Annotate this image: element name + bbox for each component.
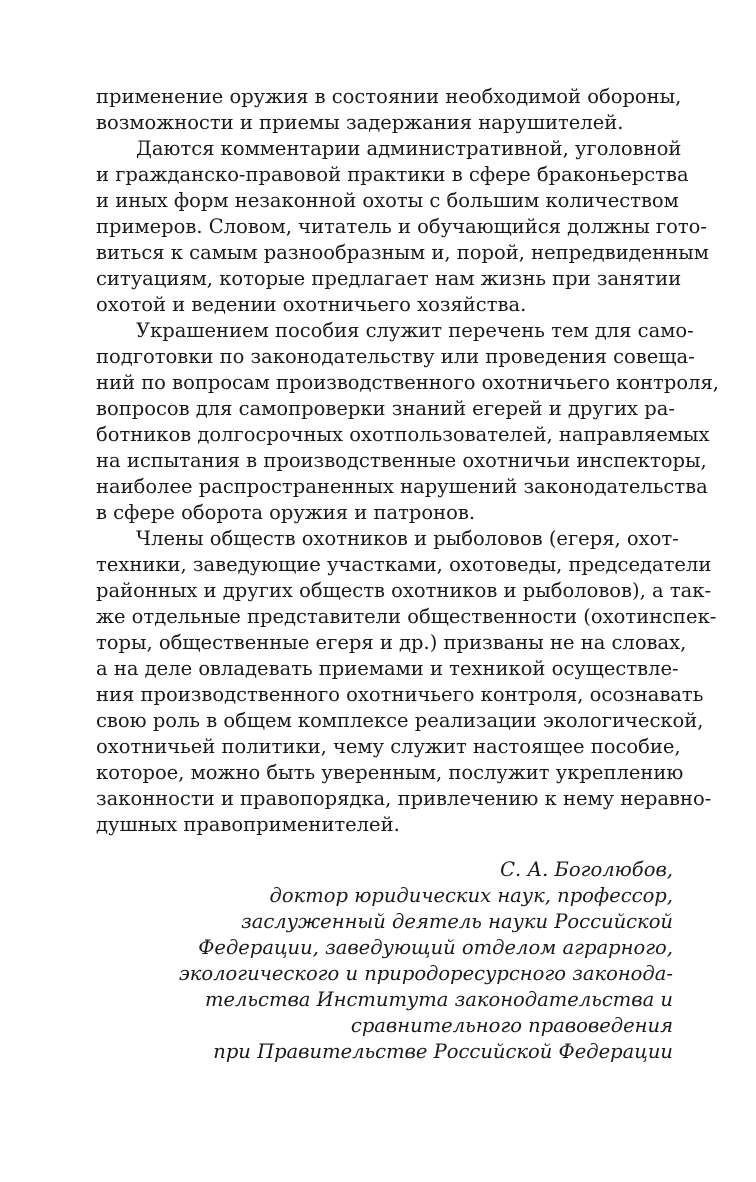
text-line: законности и правопорядка, привлечению к нему неравно- — [96, 787, 712, 810]
text-line: торы, общественные егеря и др.) призваны не на словах, — [96, 631, 687, 654]
author-credential-line: при Правительстве Российской Федерации — [213, 1040, 673, 1063]
author-credential-line: экологического и природоресурсного законода- — [178, 962, 673, 985]
text-line: которое, можно быть уверенным, послужит укреплению — [96, 761, 684, 784]
text-line: и гражданско-правовой практики в сфере браконьерства — [96, 163, 689, 186]
text-line: на испытания в производственные охотничьи инспекторы, — [96, 449, 707, 472]
text-line: примеров. Словом, читатель и обучающийся должны гото- — [96, 215, 707, 238]
text-line: и иных форм незаконной охоты с большим количеством — [96, 189, 679, 212]
text-line: возможности и приемы задержания нарушителей. — [96, 111, 624, 134]
text-line: а на деле овладевать приемами и техникой осуществле- — [96, 657, 679, 680]
author-credential-line: тельства Института законодательства и — [204, 988, 673, 1011]
author-credential-line: доктор юридических наук, профессор, — [269, 884, 673, 907]
text-line: наиболее распространенных нарушений законодательства — [96, 475, 708, 498]
text-line: свою роль в общем комплексе реализации экологической, — [96, 709, 704, 732]
text-line: охотой и ведении охотничьего хозяйства. — [96, 293, 527, 316]
text-line: охотничьей политики, чему служит настоящее пособие, — [96, 735, 681, 758]
text-line: ботников долгосрочных охотпользователей, направляемых — [96, 423, 710, 446]
text-line: техники, заведующие участками, охотоведы, председатели — [96, 553, 712, 576]
text-line: подготовки по законодательству или проведения совеща- — [96, 345, 695, 368]
author-credential-line: сравнительного правоведения — [350, 1014, 673, 1037]
text-line: же отдельные представители общественности (охотинспек- — [96, 605, 717, 628]
text-line: ний по вопросам производственного охотничьего контроля, — [96, 371, 719, 394]
text-line: Члены обществ охотников и рыболовов (егеря, охот- — [136, 527, 679, 550]
text-line: виться к самым разнообразным и, порой, непредвиденным — [96, 241, 709, 264]
text-line: Даются комментарии административной, уголовной — [136, 137, 682, 160]
text-line: ния производственного охотничьего контроля, осознавать — [96, 683, 704, 706]
author-credential-line: Федерации, заведующий отделом аграрного, — [198, 936, 673, 959]
text-line: вопросов для самопроверки знаний егерей и других ра- — [96, 397, 675, 420]
text-line: душных правоприменителей. — [96, 813, 400, 836]
text-line: применение оружия в состоянии необходимой обороны, — [96, 85, 682, 108]
author-name: С. А. Боголюбов, — [500, 858, 673, 881]
text-line: Украшением пособия служит перечень тем для само- — [136, 319, 694, 342]
text-line: районных и других обществ охотников и рыболовов), а так- — [96, 579, 712, 602]
text-line: ситуациям, которые предлагает нам жизнь при занятии — [96, 267, 682, 290]
text-line: в сфере оборота оружия и патронов. — [96, 501, 476, 524]
author-credential-line: заслуженный деятель науки Российской — [241, 910, 673, 933]
